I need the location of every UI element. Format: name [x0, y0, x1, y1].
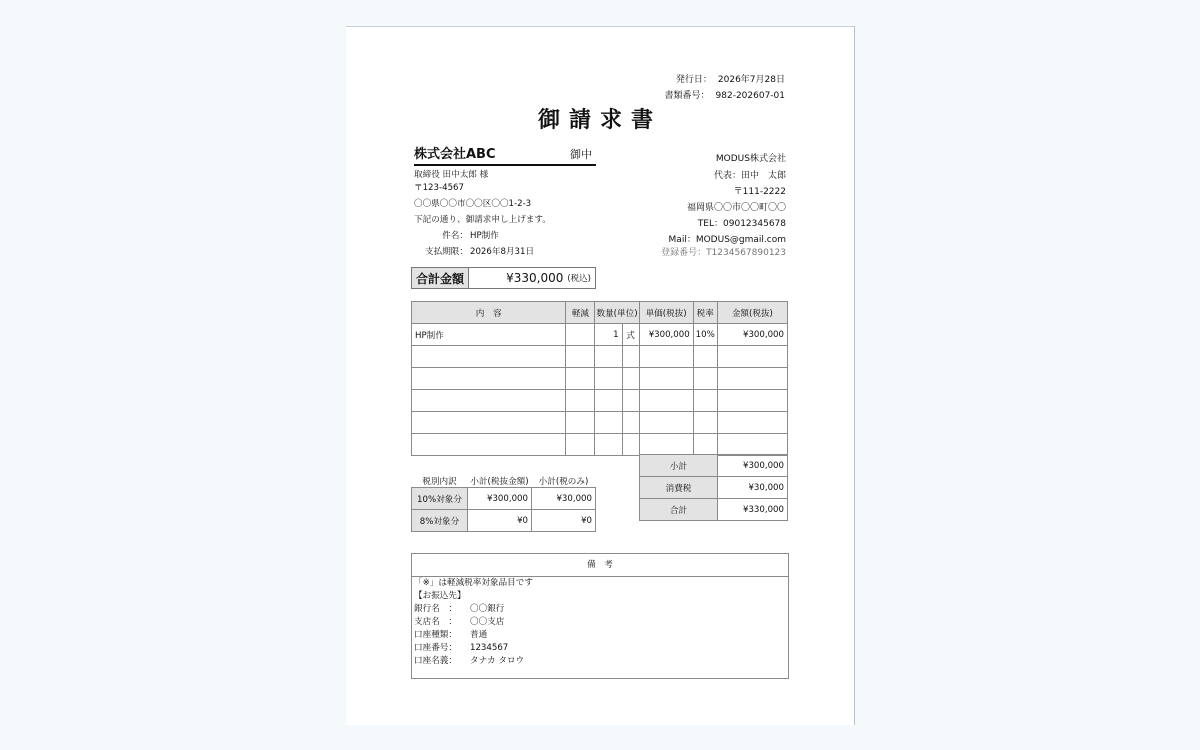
- account-number-row: [412, 642, 788, 655]
- tax-breakdown-header: 税別内訳: [422, 477, 457, 487]
- table-row: [640, 477, 788, 499]
- invoice-message: 下記の通り、御請求申し上げます。: [414, 215, 551, 225]
- invoice-page: [346, 26, 855, 725]
- account-holder-value: タナカ タロウ: [470, 656, 525, 666]
- grand-total-label: 合計: [640, 499, 718, 521]
- notes-header: 備 考: [412, 554, 788, 577]
- header-description: 内 容: [412, 302, 566, 324]
- items-header-row: [412, 302, 788, 324]
- due-value: 2026年8月31日: [470, 247, 535, 257]
- client-zip: 〒123-4567: [414, 183, 464, 193]
- item-unit: 式: [622, 324, 639, 346]
- tax-10-subtotal: ¥300,000: [468, 488, 532, 510]
- tax-breakdown-table: [411, 475, 596, 532]
- account-number-value: 1234567: [470, 643, 509, 653]
- client-name: 株式会社ABC: [414, 147, 496, 162]
- item-reduced: [566, 324, 595, 346]
- tax-8-tax: ¥0: [532, 510, 596, 532]
- table-row: [640, 455, 788, 477]
- account-number-label: 口座番号：: [414, 643, 457, 653]
- subject-row: [414, 231, 499, 242]
- client-address: 〇〇県〇〇市〇〇区〇〇1-2-3: [414, 199, 532, 209]
- document-number-value: 982-202607-01: [715, 91, 785, 101]
- tax-breakdown-header-row: [412, 475, 596, 488]
- total-tax-note: (税込): [567, 274, 591, 284]
- total-amount-value: ¥330,000: [506, 271, 564, 285]
- tax-breakdown-tax-header: 小計(税のみ): [538, 477, 589, 487]
- item-quantity: 1: [595, 324, 622, 346]
- issue-date-label: 発行日：: [675, 75, 712, 85]
- branch-name-label: 支店名 ：: [414, 617, 457, 627]
- issuer-address: 福岡県〇〇市〇〇町〇〇: [686, 203, 786, 213]
- account-type-row: [412, 629, 788, 642]
- bank-name-label: 銀行名 ：: [414, 604, 457, 614]
- client-name-block: [414, 147, 596, 166]
- item-amount: ¥300,000: [717, 324, 787, 346]
- issuer-zip: 〒111-2222: [733, 187, 786, 197]
- total-amount-label: 合計金額: [412, 268, 469, 288]
- issuer-company: MODUS株式会社: [715, 154, 786, 164]
- header-tax-rate: 税率: [693, 302, 717, 324]
- account-holder-row: [412, 655, 788, 668]
- empty-table-row: [412, 412, 788, 434]
- account-type-value: 普通: [470, 630, 488, 640]
- branch-name-value: 〇〇支店: [470, 617, 505, 627]
- account-type-label: 口座種類：: [414, 630, 457, 640]
- table-row: [412, 324, 788, 346]
- issuer-mail: Mail：MODUS@gmail.com: [668, 235, 786, 245]
- empty-table-row: [412, 390, 788, 412]
- consumption-tax-label: 消費税: [640, 477, 718, 499]
- tax-10-tax: ¥30,000: [532, 488, 596, 510]
- table-row: [412, 488, 596, 510]
- items-table: [411, 301, 788, 456]
- table-row: [640, 499, 788, 521]
- document-title: 御請求書: [537, 108, 662, 133]
- issuer-registration-number: 登録番号：T1234567890123: [661, 248, 786, 258]
- item-unit-price: ¥300,000: [639, 324, 693, 346]
- grand-total-value: ¥330,000: [718, 499, 788, 521]
- table-row: [412, 510, 596, 532]
- issue-date-value: 2026年7月28日: [717, 75, 785, 85]
- subtotal-label: 小計: [640, 455, 718, 477]
- header-unit-price: 単価(税抜): [639, 302, 693, 324]
- document-number: [665, 90, 786, 102]
- client-honorific: 御中: [570, 148, 592, 161]
- subtotal-value: ¥300,000: [718, 455, 788, 477]
- item-description: HP制作: [412, 324, 566, 346]
- issuer-representative: 代表：田中 太郎: [713, 171, 786, 181]
- issue-date: [676, 74, 785, 86]
- bank-name-row: [412, 603, 788, 616]
- account-holder-label: 口座名義：: [414, 656, 457, 666]
- tax-8-subtotal: ¥0: [468, 510, 532, 532]
- bank-name-value: 〇〇銀行: [470, 604, 505, 614]
- notes-box: [411, 553, 789, 679]
- notes-line-transfer: 【お振込先】: [414, 591, 466, 601]
- tax-breakdown-subtotal-header: 小計(税抜金額): [470, 477, 529, 487]
- header-reduced: 軽減: [566, 302, 595, 324]
- subject-label: 件名：: [442, 231, 468, 241]
- empty-table-row: [412, 346, 788, 368]
- tax-10-label: 10%対象分: [412, 488, 468, 510]
- tax-8-label: 8%対象分: [412, 510, 468, 532]
- empty-table-row: [412, 434, 788, 456]
- due-row: [414, 247, 534, 258]
- header-quantity: 数量(単位): [595, 302, 639, 324]
- summary-table: [639, 454, 788, 521]
- notes-line-reduced: 「※」は軽減税率対象品目です: [414, 578, 533, 588]
- branch-name-row: [412, 616, 788, 629]
- header-amount: 金額(税抜): [717, 302, 787, 324]
- issuer-tel: TEL：09012345678: [697, 219, 786, 229]
- total-amount-box: [411, 267, 596, 289]
- document-number-label: 書類番号：: [664, 91, 710, 101]
- client-contact: 取締役 田中太郎 様: [414, 170, 489, 180]
- empty-table-row: [412, 368, 788, 390]
- total-amount-value-cell: [469, 268, 595, 288]
- item-tax-rate: 10%: [693, 324, 717, 346]
- consumption-tax-value: ¥30,000: [718, 477, 788, 499]
- due-label: 支払期限：: [425, 247, 468, 257]
- subject-value: HP制作: [470, 231, 499, 241]
